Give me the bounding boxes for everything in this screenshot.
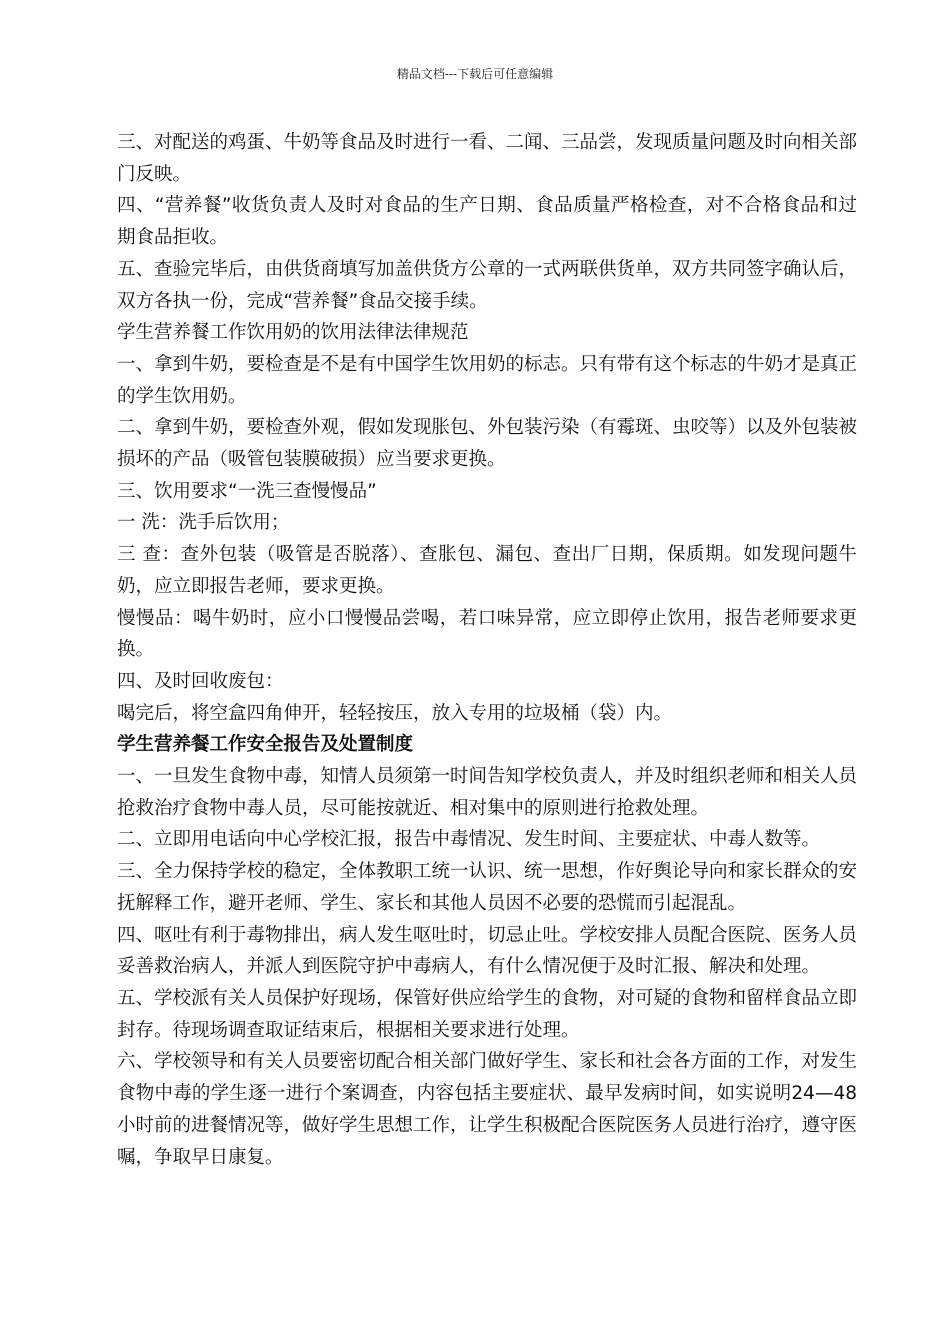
page-header: 精品文档---下载后可任意编辑 <box>396 67 554 81</box>
paragraph-cooperation: 六、学校领导和有关人员要密切配合相关部门做好学生、家长和社会各方面的工作，对发生食物中毒的学生逐一进行个案调查，内容包括主要症状、最早发病时间，如实说明24—48 小时前的进餐情况等，做好学生思想工作，让学生积极配合医院医务人员进行治疗，遵守医嘱，争取早日康复。 <box>117 1051 858 1168</box>
paragraph-after-drinking: 喝完后，将空盒四角伸开，轻轻按压，放入专用的垃圾桶（袋）内。 <box>117 702 673 724</box>
paragraph-protect-scene: 五、学校派有关人员保护好现场，保管好供应给学生的食物，对可疑的食物和留样食品立即封存。待现场调查取证结束后，根据相关要求进行处理。 <box>117 987 858 1041</box>
paragraph-drinking-requirement: 三、饮用要求“一洗三查慢慢品” <box>117 480 377 502</box>
paragraph-delivery-inspection: 三、对配送的鸡蛋、牛奶等食品及时进行一看、二闻、三品尝，发现质量问题及时向相关部门反映。 <box>117 132 858 185</box>
document-body <box>117 127 857 1173</box>
paragraph-school-stability: 三、全力保持学校的稳定，全体教职工统一认识、统一思想，作好舆论导向和家长群众的安抚解释工作，避开老师、学生、家长和其他人员因不必要的恐慌而引起混乱。 <box>117 861 858 914</box>
paragraph-slow-taste: 慢慢品：喝牛奶时，应小口慢慢品尝喝，若口味异常，应立即停止饮用，报告老师要求更换。 <box>117 607 857 661</box>
paragraph-delivery-receipt: 五、查验完毕后，由供货商填写加盖供货方公章的一式两联供货单，双方共同签字确认后，双方各执一份，完成“营养餐”食品交接手续。 <box>117 258 858 312</box>
paragraph-milk-appearance: 二、拿到牛奶，要检查外观，假如发现胀包、外包装污染（有霉斑、虫咬等）以及外包装被损坏的产品（吸管包装膜破损）应当要求更换。 <box>117 417 858 471</box>
paragraph-wash: 一 洗：洗手后饮用； <box>117 512 290 534</box>
paragraph-recycle: 四、及时回收废包： <box>117 670 284 692</box>
paragraph-vomiting: 四、呕吐有利于毒物排出，病人发生呕吐时，切忌止吐。学校安排人员配合医院、医务人员妥善救治病人，并派人到医院守护中毒病人，有什么情况便于及时汇报、解决和处理。 <box>117 924 858 978</box>
paragraph-food-poisoning: 一、一旦发生食物中毒，知情人员须第一时间告知学校负责人，并及时组织老师和相关人员抢救治疗食物中毒人员，尽可能按就近、相对集中的原则进行抢救处理。 <box>117 766 858 819</box>
section-heading-safety-report: 学生营养餐工作安全报告及处置制度 <box>117 734 414 756</box>
paragraph-check: 三 查：查外包装（吸管是否脱落）、查胀包、漏包、查出厂日期，保质期。如发现问题牛奶，应立即报告老师，要求更换。 <box>117 544 857 597</box>
paragraph-receiver-check: 四、“营养餐”收货负责人及时对食品的生产日期、食品质量严格检查，对不合格食品和过期食品拒收。 <box>117 195 857 249</box>
section-heading-milk-rules: 学生营养餐工作饮用奶的饮用法律法律规范 <box>117 322 469 344</box>
paragraph-milk-logo: 一、拿到牛奶，要检查是不是有中国学生饮用奶的标志。只有带有这个标志的牛奶才是真正的学生饮用奶。 <box>117 353 858 407</box>
paragraph-report-phone: 二、立即用电话向中心学校汇报，报告中毒情况、发生时间、主要症状、中毒人数等。 <box>117 829 821 851</box>
